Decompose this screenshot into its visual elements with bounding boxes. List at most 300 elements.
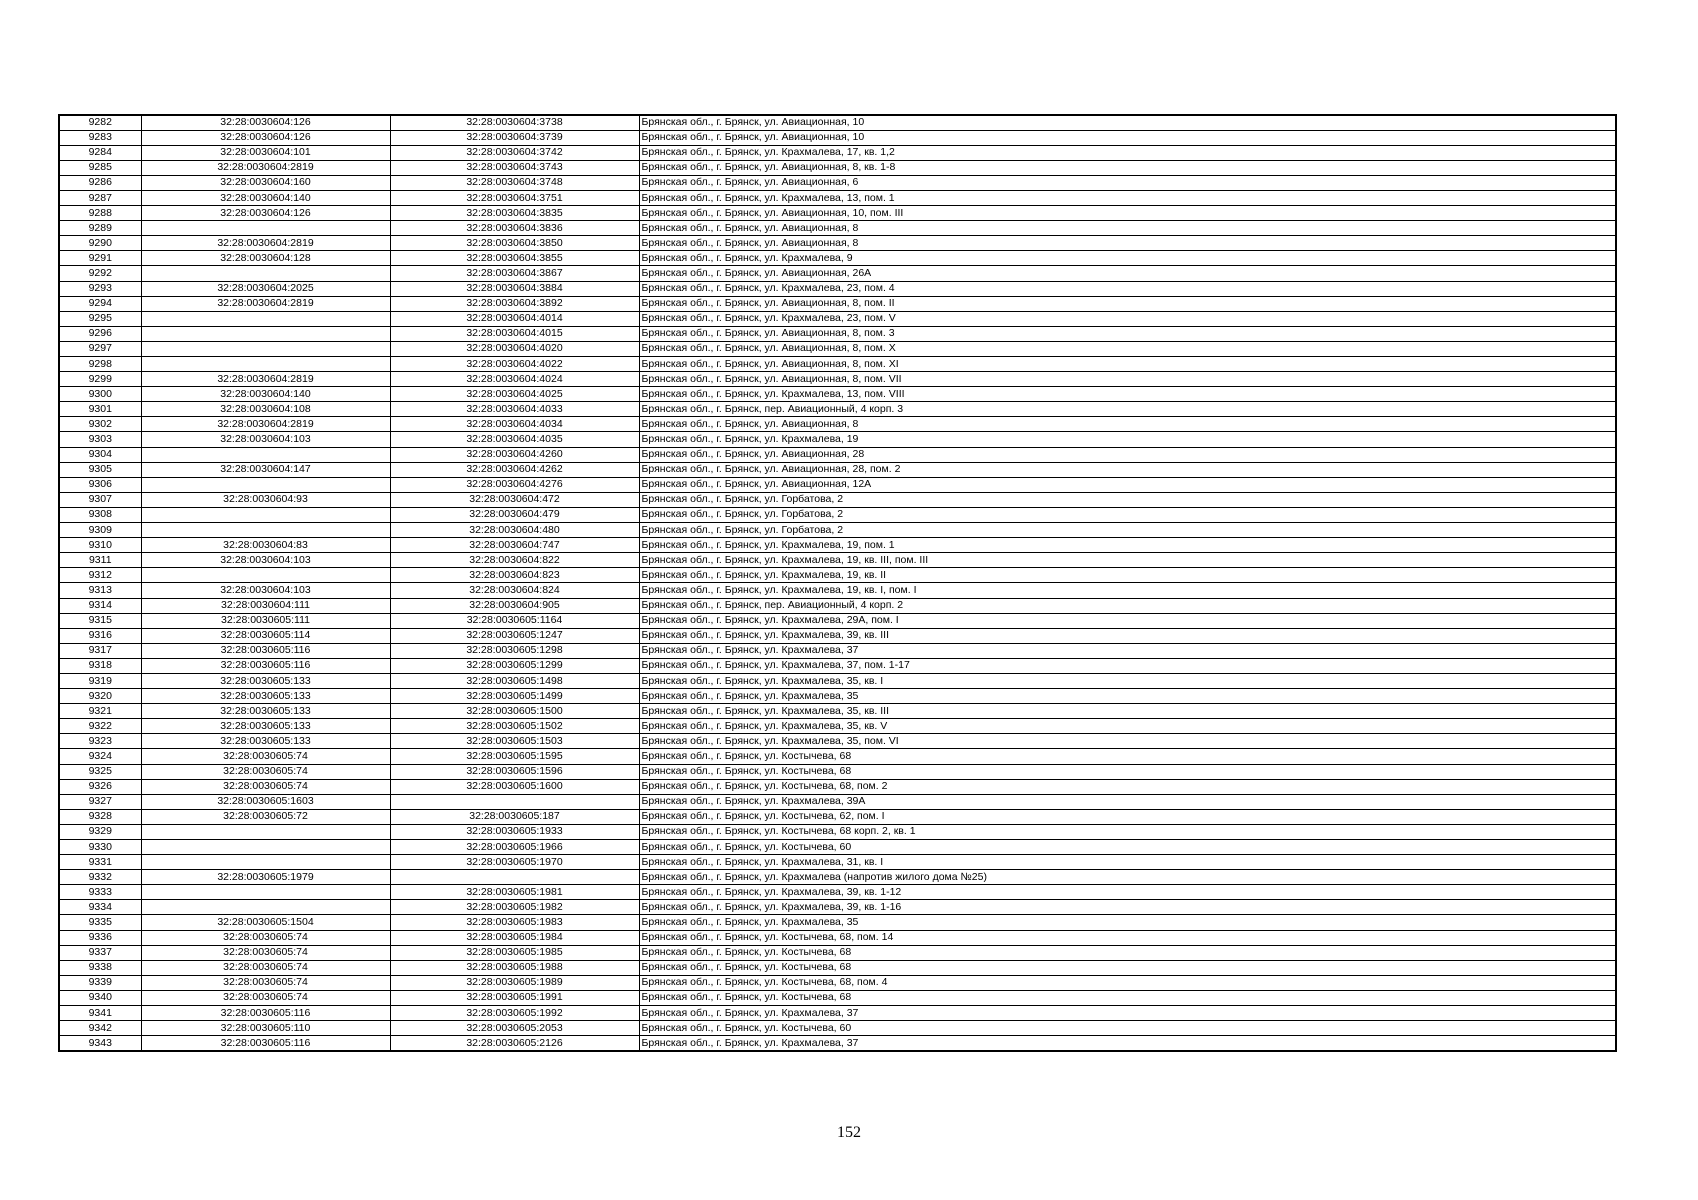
table-row [59,1036,1616,1051]
address-cell: Брянская обл., г. Брянск, ул. Горбатова, 2 [639,492,1616,507]
table-row [59,462,1616,477]
parent-cadastral-number-cell: 32:28:0030605:74 [141,749,390,764]
row-number-cell: 9335 [59,915,141,930]
parent-cadastral-number-cell: 32:28:0030605:133 [141,704,390,719]
cadastral-number-cell: 32:28:0030605:1298 [390,643,639,658]
cadastral-number-cell: 32:28:0030604:3855 [390,251,639,266]
address-cell: Брянская обл., г. Брянск, ул. Крахмалева, 39, кв. 1-12 [639,885,1616,900]
cadastral-number-cell: 32:28:0030605:1503 [390,734,639,749]
table-row [59,432,1616,447]
cadastral-number-cell: 32:28:0030605:1970 [390,855,639,870]
row-number-cell: 9317 [59,643,141,658]
row-number-cell: 9325 [59,764,141,779]
cadastral-number-cell: 32:28:0030605:1164 [390,613,639,628]
row-number-cell: 9324 [59,749,141,764]
row-number-cell: 9337 [59,945,141,960]
row-number-cell: 9285 [59,160,141,175]
table-row [59,990,1616,1005]
parent-cadastral-number-cell: 32:28:0030605:116 [141,1036,390,1051]
row-number-cell: 9290 [59,236,141,251]
table-row [59,221,1616,236]
row-number-cell: 9293 [59,281,141,296]
cadastral-number-cell: 32:28:0030605:1498 [390,673,639,688]
cadastral-number-cell: 32:28:0030605:1985 [390,945,639,960]
cadastral-number-cell: 32:28:0030605:1982 [390,900,639,915]
table-row [59,326,1616,341]
cadastral-number-cell: 32:28:0030604:4260 [390,447,639,462]
table-row [59,734,1616,749]
table-row [59,402,1616,417]
cadastral-number-cell: 32:28:0030604:3739 [390,130,639,145]
address-cell: Брянская обл., г. Брянск, ул. Крахмалева, 39, кв. 1-16 [639,900,1616,915]
address-cell: Брянская обл., г. Брянск, ул. Крахмалева, 19, кв. II [639,568,1616,583]
cadastral-number-cell: 32:28:0030605:1499 [390,689,639,704]
table-row [59,975,1616,990]
parent-cadastral-number-cell: 32:28:0030604:103 [141,583,390,598]
parent-cadastral-number-cell: 32:28:0030605:1603 [141,794,390,809]
address-cell: Брянская обл., г. Брянск, ул. Крахмалева, 19 [639,432,1616,447]
cadastral-number-cell: 32:28:0030605:1502 [390,719,639,734]
cadastral-number-cell: 32:28:0030604:3742 [390,145,639,160]
parent-cadastral-number-cell: 32:28:0030604:83 [141,538,390,553]
row-number-cell: 9282 [59,115,141,130]
row-number-cell: 9330 [59,840,141,855]
row-number-cell: 9291 [59,251,141,266]
parent-cadastral-number-cell: 32:28:0030605:133 [141,689,390,704]
row-number-cell: 9319 [59,673,141,688]
row-number-cell: 9307 [59,492,141,507]
cadastral-number-cell: 32:28:0030604:4276 [390,477,639,492]
table-row [59,553,1616,568]
table-row [59,296,1616,311]
address-cell: Брянская обл., г. Брянск, ул. Костычева, 60 [639,840,1616,855]
parent-cadastral-number-cell [141,855,390,870]
address-cell: Брянская обл., г. Брянск, ул. Авиационная, 8 [639,417,1616,432]
parent-cadastral-number-cell: 32:28:0030604:147 [141,462,390,477]
parent-cadastral-number-cell: 32:28:0030605:1979 [141,870,390,885]
address-cell: Брянская обл., г. Брянск, ул. Крахмалева, 35, кв. I [639,673,1616,688]
parent-cadastral-number-cell: 32:28:0030604:126 [141,130,390,145]
table-row [59,915,1616,930]
cadastral-number-cell: 32:28:0030604:4034 [390,417,639,432]
cadastral-number-cell: 32:28:0030604:4035 [390,432,639,447]
address-cell: Брянская обл., г. Брянск, ул. Авиационная, 12А [639,477,1616,492]
parent-cadastral-number-cell [141,311,390,326]
cadastral-number-cell: 32:28:0030604:3748 [390,175,639,190]
parent-cadastral-number-cell: 32:28:0030604:2819 [141,296,390,311]
address-cell: Брянская обл., г. Брянск, ул. Авиационная, 10, пом. III [639,206,1616,221]
row-number-cell: 9304 [59,447,141,462]
cadastral-number-cell: 32:28:0030605:1247 [390,628,639,643]
table-row [59,598,1616,613]
address-cell: Брянская обл., г. Брянск, ул. Костычева, 68, пом. 14 [639,930,1616,945]
table-row [59,190,1616,205]
cadastral-number-cell: 32:28:0030605:2126 [390,1036,639,1051]
table-row [59,1021,1616,1036]
row-number-cell: 9298 [59,357,141,372]
row-number-cell: 9343 [59,1036,141,1051]
parent-cadastral-number-cell [141,824,390,839]
row-number-cell: 9288 [59,206,141,221]
address-cell: Брянская обл., г. Брянск, ул. Крахмалева, 31, кв. I [639,855,1616,870]
address-cell: Брянская обл., г. Брянск, ул. Авиационная, 10 [639,130,1616,145]
table-row [59,417,1616,432]
row-number-cell: 9339 [59,975,141,990]
cadastral-number-cell: 32:28:0030604:4262 [390,462,639,477]
cadastral-number-cell: 32:28:0030605:1984 [390,930,639,945]
row-number-cell: 9287 [59,190,141,205]
row-number-cell: 9312 [59,568,141,583]
address-cell: Брянская обл., г. Брянск, ул. Авиационная, 28, пом. 2 [639,462,1616,477]
cadastral-number-cell: 32:28:0030604:3836 [390,221,639,236]
address-cell: Брянская обл., г. Брянск, ул. Авиационная, 8, пом. X [639,341,1616,356]
parent-cadastral-number-cell: 32:28:0030605:74 [141,779,390,794]
parent-cadastral-number-cell [141,326,390,341]
table-row [59,689,1616,704]
page-number: 152 [837,1124,861,1141]
row-number-cell: 9311 [59,553,141,568]
parent-cadastral-number-cell: 32:28:0030605:116 [141,658,390,673]
table-row [59,372,1616,387]
cadastral-number-cell: 32:28:0030605:1991 [390,990,639,1005]
row-number-cell: 9329 [59,824,141,839]
address-cell: Брянская обл., г. Брянск, ул. Крахмалева, 13, пом. VIII [639,387,1616,402]
row-number-cell: 9315 [59,613,141,628]
cadastral-number-cell: 32:28:0030605:1966 [390,840,639,855]
row-number-cell: 9338 [59,960,141,975]
row-number-cell: 9323 [59,734,141,749]
address-cell: Брянская обл., г. Брянск, ул. Крахмалева, 19, кв. III, пом. III [639,553,1616,568]
address-cell: Брянская обл., г. Брянск, ул. Авиационная, 8, пом. VII [639,372,1616,387]
address-cell: Брянская обл., г. Брянск, ул. Костычева, 68, пом. 4 [639,975,1616,990]
parent-cadastral-number-cell: 32:28:0030605:72 [141,809,390,824]
table-row [59,719,1616,734]
table-row [59,175,1616,190]
parent-cadastral-number-cell: 32:28:0030604:101 [141,145,390,160]
table-row [59,477,1616,492]
cadastral-number-cell: 32:28:0030605:1933 [390,824,639,839]
table-row [59,628,1616,643]
table-row [59,824,1616,839]
cadastral-number-cell: 32:28:0030605:2053 [390,1021,639,1036]
parent-cadastral-number-cell: 32:28:0030605:74 [141,990,390,1005]
address-cell: Брянская обл., г. Брянск, ул. Костычева, 68, пом. 2 [639,779,1616,794]
row-number-cell: 9326 [59,779,141,794]
row-number-cell: 9340 [59,990,141,1005]
row-number-cell: 9331 [59,855,141,870]
row-number-cell: 9296 [59,326,141,341]
cadastral-number-cell: 32:28:0030605:1992 [390,1006,639,1021]
row-number-cell: 9321 [59,704,141,719]
parent-cadastral-number-cell: 32:28:0030605:74 [141,945,390,960]
cadastral-number-cell: 32:28:0030605:1981 [390,885,639,900]
cadastral-number-cell: 32:28:0030605:1983 [390,915,639,930]
cadastral-number-cell: 32:28:0030604:822 [390,553,639,568]
row-number-cell: 9310 [59,538,141,553]
table-row [59,130,1616,145]
address-cell: Брянская обл., г. Брянск, ул. Крахмалева, 23, пом. V [639,311,1616,326]
address-cell: Брянская обл., г. Брянск, ул. Крахмалева, 9 [639,251,1616,266]
row-number-cell: 9305 [59,462,141,477]
parent-cadastral-number-cell: 32:28:0030604:108 [141,402,390,417]
address-cell: Брянская обл., г. Брянск, ул. Крахмалева, 19, пом. 1 [639,538,1616,553]
address-cell: Брянская обл., г. Брянск, ул. Горбатова, 2 [639,507,1616,522]
address-cell: Брянская обл., г. Брянск, ул. Костычева, 60 [639,1021,1616,1036]
row-number-cell: 9332 [59,870,141,885]
table-row [59,840,1616,855]
row-number-cell: 9301 [59,402,141,417]
parent-cadastral-number-cell: 32:28:0030604:126 [141,115,390,130]
cadastral-number-cell: 32:28:0030604:4014 [390,311,639,326]
table-row [59,281,1616,296]
table-row [59,387,1616,402]
row-number-cell: 9303 [59,432,141,447]
address-cell: Брянская обл., г. Брянск, ул. Крахмалева, 37 [639,643,1616,658]
table-row [59,1006,1616,1021]
table-row [59,538,1616,553]
row-number-cell: 9314 [59,598,141,613]
cadastral-number-cell: 32:28:0030604:3850 [390,236,639,251]
row-number-cell: 9295 [59,311,141,326]
cadastral-number-cell: 32:28:0030604:3751 [390,190,639,205]
address-cell: Брянская обл., г. Брянск, ул. Крахмалева, 13, пом. 1 [639,190,1616,205]
parent-cadastral-number-cell [141,357,390,372]
table-row [59,794,1616,809]
address-cell: Брянская обл., г. Брянск, ул. Крахмалева, 37 [639,1006,1616,1021]
address-cell: Брянская обл., г. Брянск, ул. Костычева, 68 корп. 2, кв. 1 [639,824,1616,839]
parent-cadastral-number-cell: 32:28:0030605:74 [141,764,390,779]
address-cell: Брянская обл., г. Брянск, ул. Горбатова, 2 [639,523,1616,538]
parent-cadastral-number-cell: 32:28:0030605:133 [141,673,390,688]
cadastral-number-cell: 32:28:0030604:747 [390,538,639,553]
parent-cadastral-number-cell: 32:28:0030605:116 [141,643,390,658]
row-number-cell: 9341 [59,1006,141,1021]
table-row [59,870,1616,885]
address-cell: Брянская обл., г. Брянск, ул. Костычева, 68 [639,945,1616,960]
address-cell: Брянская обл., г. Брянск, ул. Крахмалева, 35 [639,689,1616,704]
cadastral-number-cell: 32:28:0030604:3884 [390,281,639,296]
table-row [59,251,1616,266]
table-row [59,764,1616,779]
address-cell: Брянская обл., г. Брянск, ул. Крахмалева, 35, кв. III [639,704,1616,719]
row-number-cell: 9336 [59,930,141,945]
table-row [59,704,1616,719]
parent-cadastral-number-cell: 32:28:0030604:2819 [141,236,390,251]
row-number-cell: 9334 [59,900,141,915]
table-row [59,885,1616,900]
cadastral-number-cell: 32:28:0030605:1299 [390,658,639,673]
cadastral-number-cell [390,794,639,809]
parent-cadastral-number-cell: 32:28:0030605:1504 [141,915,390,930]
table-row [59,492,1616,507]
table-row [59,900,1616,915]
table-row [59,930,1616,945]
row-number-cell: 9318 [59,658,141,673]
address-cell: Брянская обл., г. Брянск, пер. Авиационный, 4 корп. 3 [639,402,1616,417]
table-row [59,643,1616,658]
parent-cadastral-number-cell: 32:28:0030605:116 [141,1006,390,1021]
parent-cadastral-number-cell: 32:28:0030605:133 [141,734,390,749]
parent-cadastral-number-cell: 32:28:0030604:140 [141,190,390,205]
table-row [59,523,1616,538]
parent-cadastral-number-cell [141,507,390,522]
parent-cadastral-number-cell [141,341,390,356]
table-row [59,206,1616,221]
address-cell: Брянская обл., г. Брянск, ул. Авиационная, 8 [639,221,1616,236]
cadastral-number-cell: 32:28:0030605:1595 [390,749,639,764]
cadastral-number-cell: 32:28:0030604:3743 [390,160,639,175]
parent-cadastral-number-cell [141,477,390,492]
parent-cadastral-number-cell: 32:28:0030605:74 [141,975,390,990]
table-row [59,311,1616,326]
row-number-cell: 9284 [59,145,141,160]
parent-cadastral-number-cell [141,568,390,583]
parent-cadastral-number-cell: 32:28:0030605:74 [141,930,390,945]
parent-cadastral-number-cell [141,900,390,915]
parent-cadastral-number-cell [141,447,390,462]
address-cell: Брянская обл., г. Брянск, ул. Авиационная, 8 [639,236,1616,251]
parent-cadastral-number-cell: 32:28:0030604:2819 [141,160,390,175]
address-cell: Брянская обл., г. Брянск, ул. Крахмалева, 35, пом. VI [639,734,1616,749]
cadastral-number-cell: 32:28:0030604:3835 [390,206,639,221]
address-cell: Брянская обл., г. Брянск, ул. Костычева, 62, пом. I [639,809,1616,824]
parent-cadastral-number-cell: 32:28:0030605:74 [141,960,390,975]
cadastral-number-cell: 32:28:0030604:4024 [390,372,639,387]
row-number-cell: 9308 [59,507,141,522]
table-row [59,115,1616,130]
cadastral-number-cell: 32:28:0030605:187 [390,809,639,824]
address-cell: Брянская обл., г. Брянск, ул. Крахмалева, 37, пом. 1-17 [639,658,1616,673]
table-row [59,160,1616,175]
cadastral-number-cell: 32:28:0030605:1500 [390,704,639,719]
table-row [59,779,1616,794]
row-number-cell: 9306 [59,477,141,492]
row-number-cell: 9313 [59,583,141,598]
address-cell: Брянская обл., г. Брянск, ул. Крахмалева, 37 [639,1036,1616,1051]
address-cell: Брянская обл., г. Брянск, ул. Крахмалева, 35, кв. V [639,719,1616,734]
parent-cadastral-number-cell [141,523,390,538]
table-row [59,945,1616,960]
cadastral-number-cell: 32:28:0030604:823 [390,568,639,583]
cadastral-number-cell: 32:28:0030604:4015 [390,326,639,341]
address-cell: Брянская обл., г. Брянск, ул. Крахмалева (напротив жилого дома №25) [639,870,1616,885]
address-cell: Брянская обл., г. Брянск, ул. Авиационная, 8, пом. XI [639,357,1616,372]
parent-cadastral-number-cell: 32:28:0030604:93 [141,492,390,507]
parent-cadastral-number-cell [141,221,390,236]
table-row [59,673,1616,688]
parent-cadastral-number-cell: 32:28:0030605:114 [141,628,390,643]
table-row [59,613,1616,628]
address-cell: Брянская обл., г. Брянск, ул. Костычева, 68 [639,764,1616,779]
address-cell: Брянская обл., г. Брянск, ул. Авиационная, 8, кв. 1-8 [639,160,1616,175]
table-row [59,749,1616,764]
address-cell: Брянская обл., г. Брянск, ул. Авиационная, 8, пом. 3 [639,326,1616,341]
parent-cadastral-number-cell: 32:28:0030604:126 [141,206,390,221]
cadastral-number-cell: 32:28:0030604:4022 [390,357,639,372]
row-number-cell: 9300 [59,387,141,402]
cadastral-number-cell: 32:28:0030604:3867 [390,266,639,281]
row-number-cell: 9286 [59,175,141,190]
address-cell: Брянская обл., г. Брянск, ул. Костычева, 68 [639,749,1616,764]
table-row [59,658,1616,673]
row-number-cell: 9292 [59,266,141,281]
cadastral-number-cell: 32:28:0030604:905 [390,598,639,613]
cadastral-number-cell [390,870,639,885]
row-number-cell: 9309 [59,523,141,538]
cadastral-number-cell: 32:28:0030605:1600 [390,779,639,794]
cadastral-number-cell: 32:28:0030604:472 [390,492,639,507]
row-number-cell: 9289 [59,221,141,236]
cadastral-number-cell: 32:28:0030604:4025 [390,387,639,402]
address-cell: Брянская обл., г. Брянск, ул. Авиационная, 6 [639,175,1616,190]
address-cell: Брянская обл., г. Брянск, пер. Авиационный, 4 корп. 2 [639,598,1616,613]
cadastral-number-cell: 32:28:0030604:479 [390,507,639,522]
cadastral-table [58,114,1617,1052]
address-cell: Брянская обл., г. Брянск, ул. Авиационная, 10 [639,115,1616,130]
address-cell: Брянская обл., г. Брянск, ул. Костычева, 68 [639,960,1616,975]
cadastral-number-cell: 32:28:0030604:3892 [390,296,639,311]
cadastral-number-cell: 32:28:0030604:4033 [390,402,639,417]
parent-cadastral-number-cell [141,840,390,855]
cadastral-number-cell: 32:28:0030605:1596 [390,764,639,779]
table-row [59,341,1616,356]
row-number-cell: 9283 [59,130,141,145]
table-row [59,507,1616,522]
parent-cadastral-number-cell: 32:28:0030604:2819 [141,417,390,432]
parent-cadastral-number-cell [141,266,390,281]
cadastral-number-cell: 32:28:0030604:3738 [390,115,639,130]
address-cell: Брянская обл., г. Брянск, ул. Крахмалева, 39А [639,794,1616,809]
parent-cadastral-number-cell: 32:28:0030604:103 [141,553,390,568]
cadastral-number-cell: 32:28:0030605:1988 [390,960,639,975]
parent-cadastral-number-cell: 32:28:0030605:110 [141,1021,390,1036]
parent-cadastral-number-cell: 32:28:0030604:103 [141,432,390,447]
row-number-cell: 9297 [59,341,141,356]
row-number-cell: 9294 [59,296,141,311]
table-row [59,855,1616,870]
parent-cadastral-number-cell: 32:28:0030605:111 [141,613,390,628]
cadastral-number-cell: 32:28:0030604:4020 [390,341,639,356]
row-number-cell: 9333 [59,885,141,900]
table-row [59,568,1616,583]
address-cell: Брянская обл., г. Брянск, ул. Крахмалева, 35 [639,915,1616,930]
row-number-cell: 9320 [59,689,141,704]
cadastral-number-cell: 32:28:0030605:1989 [390,975,639,990]
parent-cadastral-number-cell: 32:28:0030605:133 [141,719,390,734]
parent-cadastral-number-cell: 32:28:0030604:140 [141,387,390,402]
table-body [59,115,1616,1051]
address-cell: Брянская обл., г. Брянск, ул. Крахмалева, 29А, пом. I [639,613,1616,628]
address-cell: Брянская обл., г. Брянск, ул. Авиационная, 28 [639,447,1616,462]
row-number-cell: 9328 [59,809,141,824]
parent-cadastral-number-cell: 32:28:0030604:2025 [141,281,390,296]
row-number-cell: 9299 [59,372,141,387]
cadastral-number-cell: 32:28:0030604:480 [390,523,639,538]
parent-cadastral-number-cell: 32:28:0030604:2819 [141,372,390,387]
table-row [59,357,1616,372]
address-cell: Брянская обл., г. Брянск, ул. Крахмалева, 39, кв. III [639,628,1616,643]
parent-cadastral-number-cell [141,885,390,900]
table-row [59,266,1616,281]
address-cell: Брянская обл., г. Брянск, ул. Крахмалева, 23, пом. 4 [639,281,1616,296]
address-cell: Брянская обл., г. Брянск, ул. Авиационная, 26А [639,266,1616,281]
table-row [59,145,1616,160]
parent-cadastral-number-cell: 32:28:0030604:160 [141,175,390,190]
row-number-cell: 9327 [59,794,141,809]
table-row [59,809,1616,824]
row-number-cell: 9316 [59,628,141,643]
address-cell: Брянская обл., г. Брянск, ул. Крахмалева, 19, кв. I, пом. I [639,583,1616,598]
